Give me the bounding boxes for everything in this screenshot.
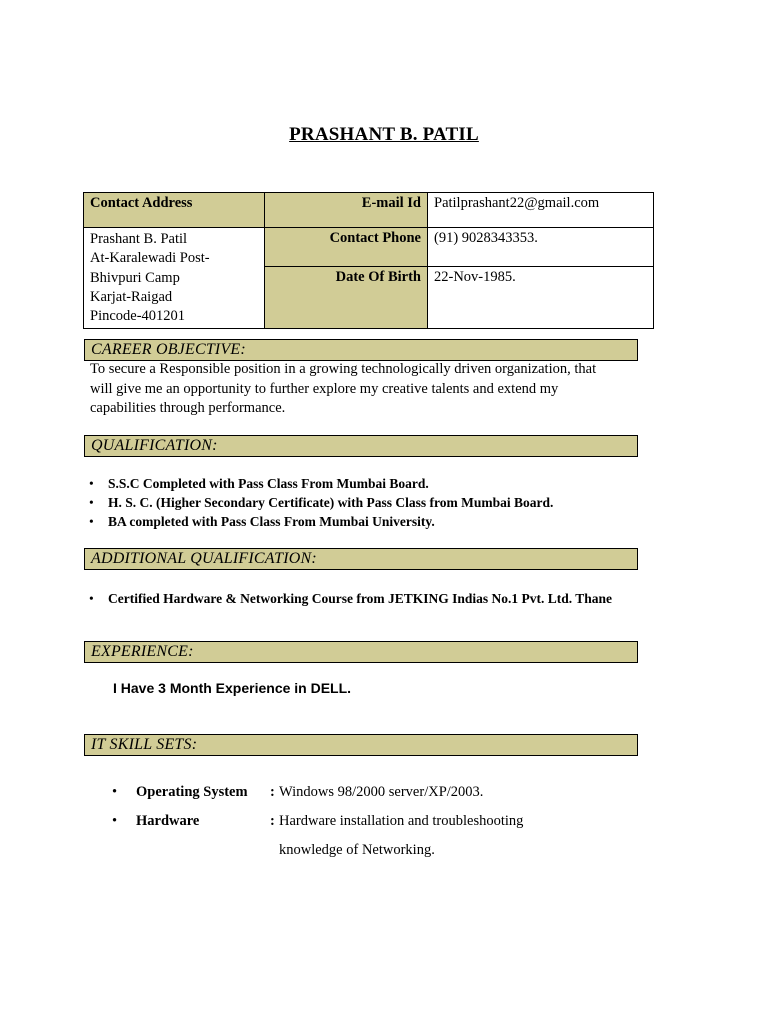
- address-line: At-Karalewadi Post-: [90, 250, 210, 267]
- list-item: • S.S.C Completed with Pass Class From Mumbai Board.: [84, 474, 553, 493]
- objective-line: To secure a Responsible position in a growing technologically driven organization, that: [90, 361, 597, 377]
- address-line: Prashant B. Patil: [90, 231, 188, 247]
- qualification-heading: QUALIFICATION:: [84, 435, 638, 457]
- bullet-icon: •: [112, 813, 118, 829]
- dob-value: 22-Nov-1985.: [428, 266, 654, 329]
- address-line: Pincode-401201: [90, 308, 186, 325]
- objective-line: capabilities through performance.: [90, 400, 286, 416]
- qualification-list: [84, 474, 553, 531]
- phone-label: Contact Phone: [265, 228, 428, 267]
- list-item: • BA completed with Pass Class From Mumbai University.: [84, 512, 553, 531]
- phone-value: (91) 9028343353.: [428, 228, 654, 267]
- skill-label: Operating System: [136, 784, 248, 800]
- resume-name: PRASHANT B. PATIL: [289, 124, 479, 145]
- contact-address-label: Contact Address: [84, 193, 265, 228]
- contact-table: [83, 192, 654, 329]
- email-label: E-mail Id: [265, 193, 428, 228]
- email-value: Patilprashant22@gmail.com: [428, 193, 654, 228]
- skill-colon: :: [270, 813, 275, 829]
- experience-heading: EXPERIENCE:: [84, 641, 638, 663]
- skill-label: Hardware: [136, 813, 200, 829]
- objective-line: will give me an opportunity to further explore my creative talents and extend my: [90, 380, 559, 397]
- address-line: Bhivpuri Camp: [90, 269, 180, 286]
- skill-value: Windows 98/2000 server/XP/2003.: [279, 784, 484, 800]
- career-objective-text: [90, 360, 690, 419]
- skill-value-continued: knowledge of Networking.: [279, 842, 435, 858]
- career-objective-heading: CAREER OBJECTIVE:: [84, 339, 638, 361]
- it-skill-sets-heading: IT SKILL SETS:: [84, 734, 638, 756]
- list-item: • H. S. C. (Higher Secondary Certificate) with Pass Class from Mumbai Board.: [84, 493, 553, 512]
- dob-label: Date Of Birth: [265, 266, 428, 329]
- list-item: • Certified Hardware & Networking Course from JETKING Indias No.1 Pvt. Ltd. Thane: [84, 589, 612, 608]
- experience-text: I Have 3 Month Experience in DELL.: [113, 680, 352, 696]
- contact-address: [84, 228, 265, 329]
- skill-value: Hardware installation and troubleshooting: [279, 813, 524, 829]
- additional-qualification-list: [84, 589, 612, 608]
- address-line: Karjat-Raigad: [90, 288, 173, 305]
- skill-colon: :: [270, 784, 275, 800]
- additional-qualification-heading: ADDITIONAL QUALIFICATION:: [84, 548, 638, 570]
- bullet-icon: •: [112, 784, 118, 800]
